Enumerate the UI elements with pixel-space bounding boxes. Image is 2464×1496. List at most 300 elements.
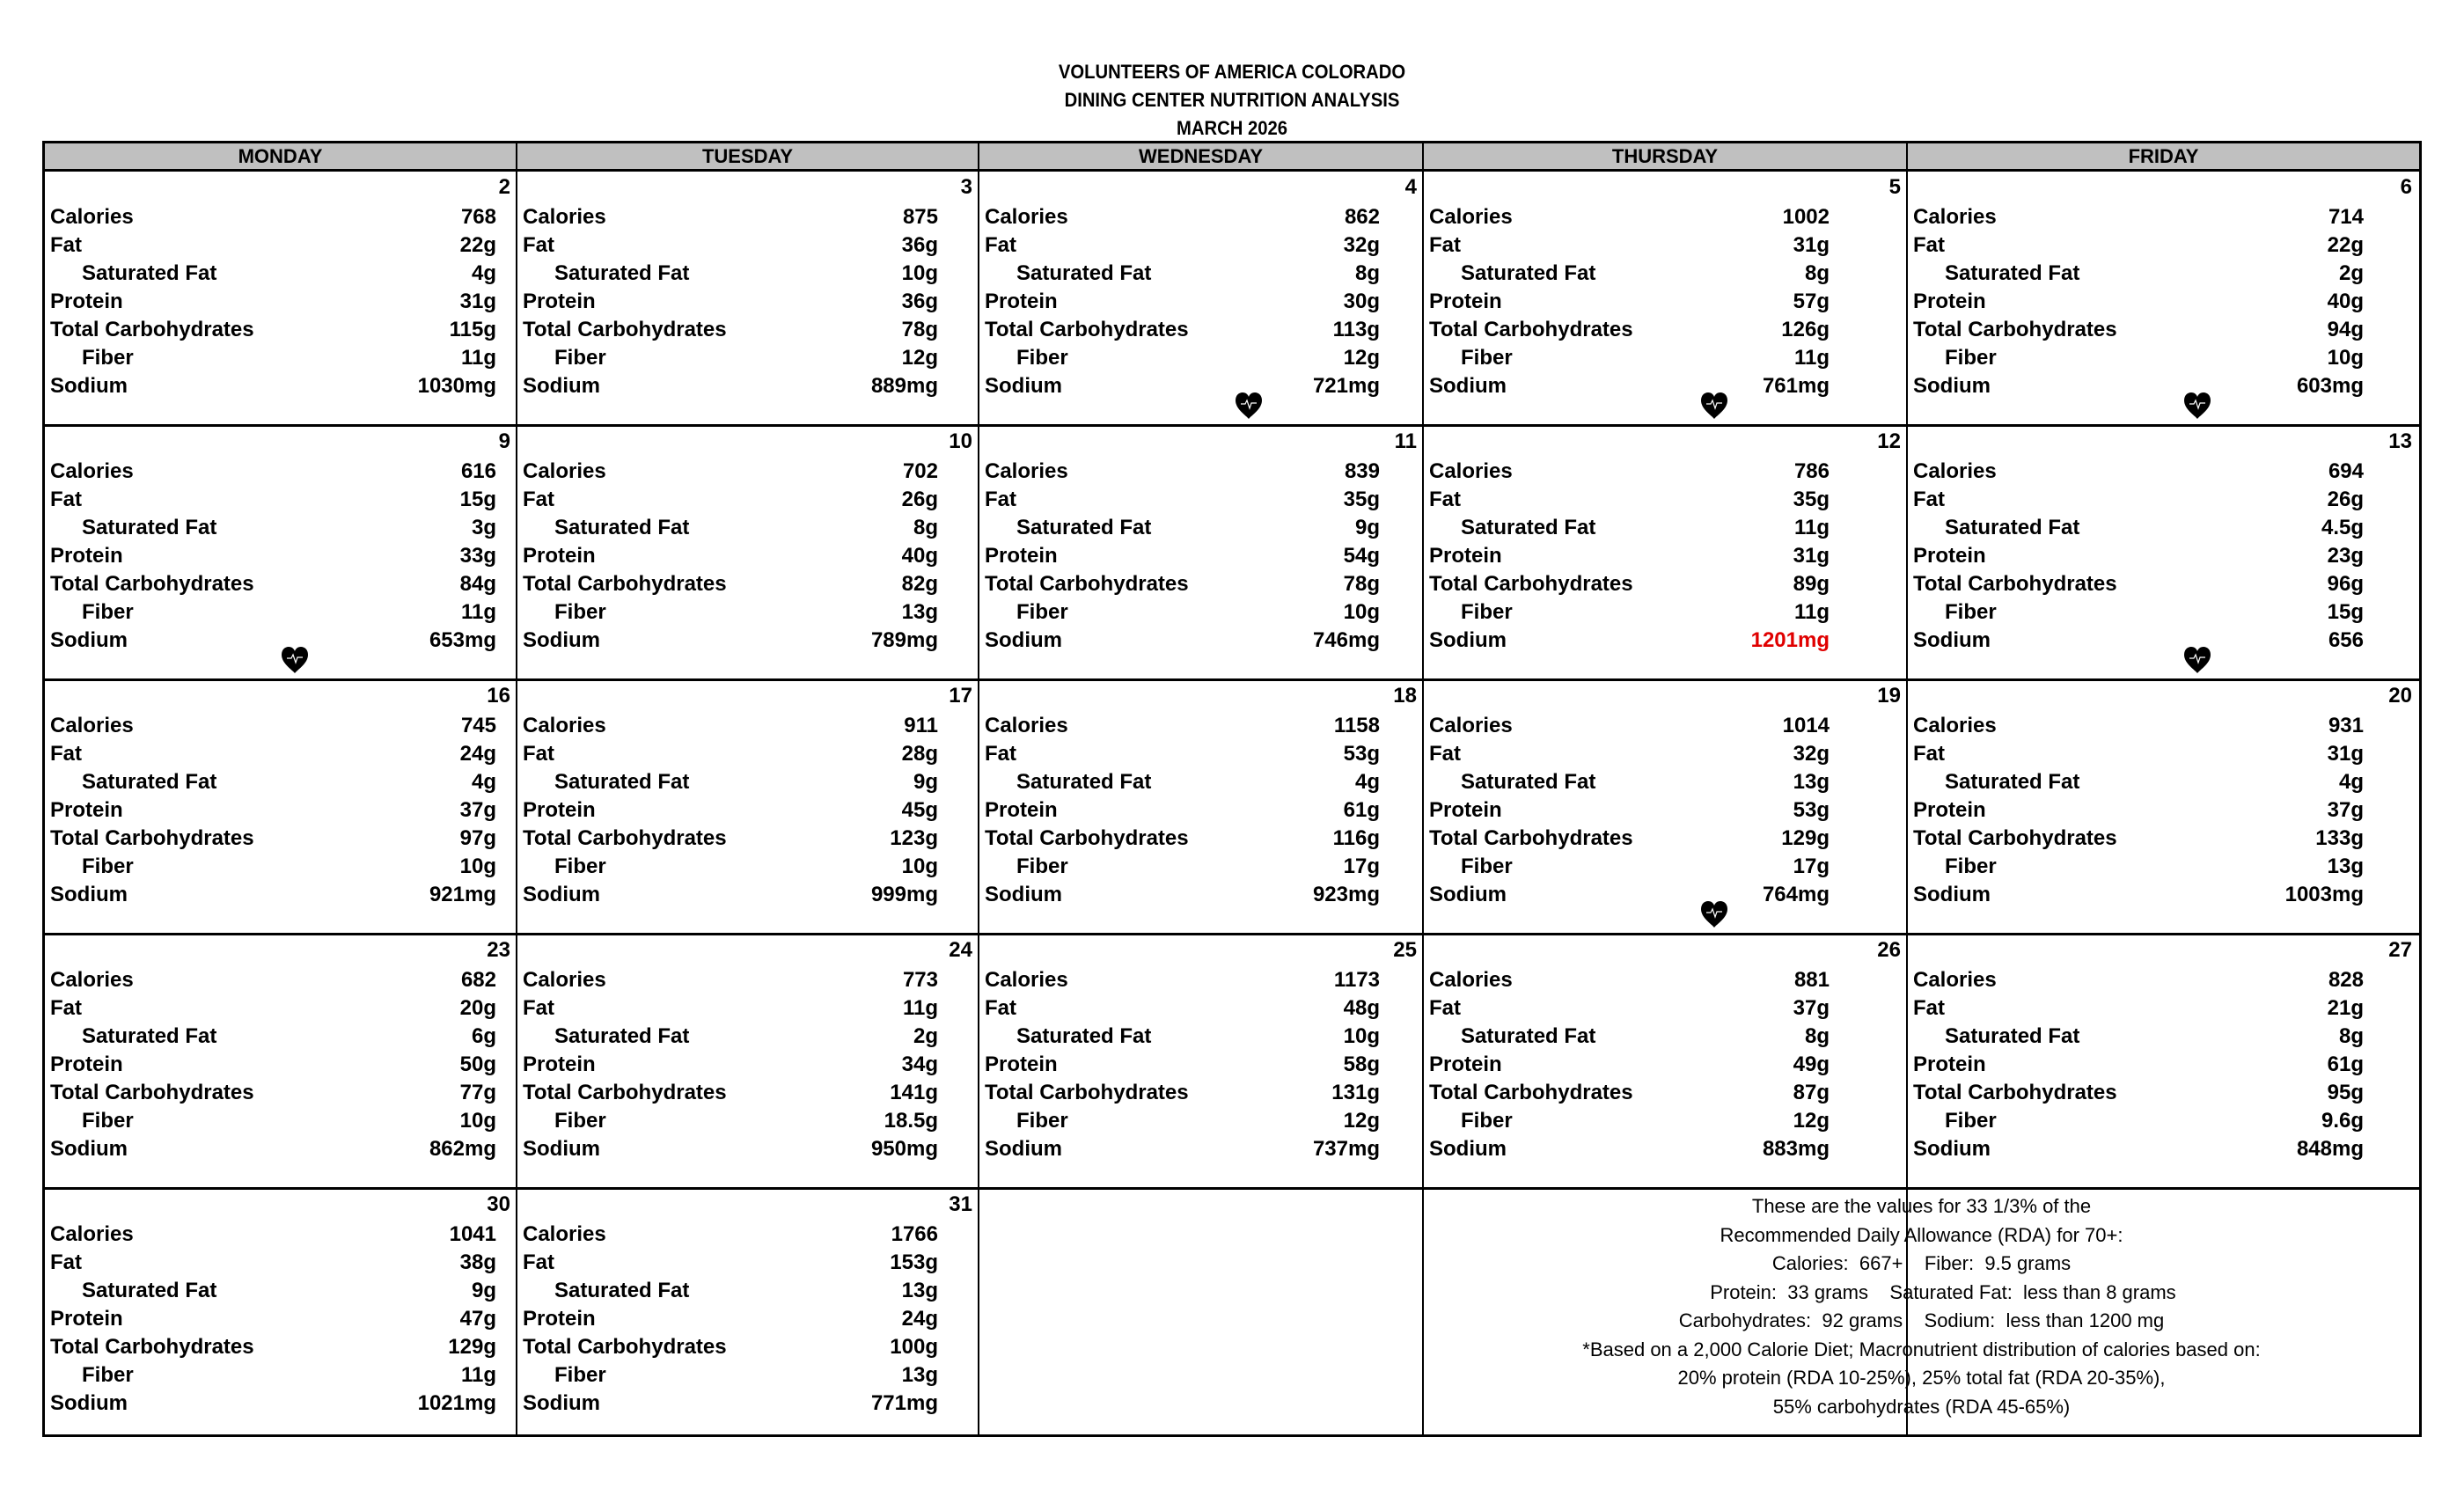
nutrient-value: 1201mg [1750, 628, 1830, 652]
rda-note-line: 20% protein (RDA 10-25%), 25% total fat (RDA 20-35%), [1677, 1367, 2166, 1389]
rda-note-line: Calories: 667+ Fiber: 9.5 grams [1771, 1252, 2072, 1274]
nutrient-label: Protein [50, 544, 123, 568]
organization-title: VOLUNTEERS OF AMERICA COLORADO [1058, 61, 1406, 83]
nutrient-value: 11g [1793, 346, 1830, 370]
day-number: 24 [949, 938, 972, 962]
nutrient-label: Fiber [1945, 600, 1997, 624]
nutrient-value: 768 [460, 205, 496, 229]
nutrient-value: 862mg [429, 1137, 496, 1161]
weekday-header-friday: FRIDAY [2128, 145, 2199, 167]
day-cell-18 [979, 680, 1422, 933]
nutrient-label: Calories [1429, 459, 1513, 483]
nutrient-label: Sodium [1429, 1137, 1507, 1161]
nutrient-value: 694 [2328, 459, 2364, 483]
nutrient-label: Calories [1429, 714, 1513, 737]
nutrient-value: 15g [2327, 600, 2364, 624]
nutrient-value: 95g [2327, 1081, 2364, 1104]
nutrient-label: Calories [50, 968, 134, 992]
nutrient-value: 1030mg [417, 374, 496, 398]
nutrient-label: Total Carbohydrates [1913, 826, 2117, 850]
nutrient-label: Total Carbohydrates [985, 318, 1189, 341]
nutrient-label: Fat [523, 996, 554, 1020]
nutrient-value: 35g [1343, 488, 1380, 511]
nutrient-label: Protein [523, 798, 596, 822]
nutrient-value: 848mg [2296, 1137, 2364, 1161]
nutrient-value: 4g [471, 770, 496, 794]
nutrient-value: 1014 [1782, 714, 1830, 737]
nutrient-value: 129g [1781, 826, 1830, 850]
nutrient-label: Fat [523, 742, 554, 766]
nutrient-label: Fat [985, 488, 1016, 511]
weekday-header-row [45, 143, 2419, 172]
nutrient-label: Fat [523, 488, 554, 511]
day-cell-13 [1908, 426, 2417, 678]
nutrient-value: 133g [2315, 826, 2364, 850]
nutrient-value: 24g [459, 742, 496, 766]
nutrient-value: 82g [901, 572, 938, 596]
nutrient-label: Calories [1429, 968, 1513, 992]
nutrient-value: 58g [1343, 1052, 1380, 1076]
nutrient-label: Fiber [1461, 346, 1513, 370]
nutrient-value: 8g [913, 516, 938, 539]
nutrient-value: 931 [2328, 714, 2364, 737]
nutrient-label: Fiber [1016, 854, 1068, 878]
nutrient-label: Total Carbohydrates [50, 826, 254, 850]
nutrient-value: 2g [913, 1024, 938, 1048]
nutrient-label: Calories [985, 205, 1068, 229]
nutrient-value: 34g [901, 1052, 938, 1076]
nutrient-value: 1003mg [2284, 883, 2364, 906]
nutrient-value: 32g [1793, 742, 1830, 766]
nutrient-value: 999mg [870, 883, 938, 906]
day-cell-6 [1908, 172, 2417, 424]
nutrient-value: 31g [1793, 233, 1830, 257]
day-cell-20 [1908, 680, 2417, 933]
nutrient-label: Saturated Fat [1016, 770, 1152, 794]
nutrient-value: 862 [1344, 205, 1380, 229]
nutrient-label: Calories [50, 459, 134, 483]
heart-healthy-icon [2182, 392, 2212, 420]
nutrient-label: Fiber [1945, 854, 1997, 878]
nutrient-value: 764mg [1762, 883, 1830, 906]
nutrient-value: 24g [901, 1307, 938, 1331]
nutrient-label: Sodium [523, 1137, 600, 1161]
nutrient-label: Total Carbohydrates [523, 572, 727, 596]
nutrient-value: 36g [901, 290, 938, 313]
day-number: 26 [1877, 938, 1901, 962]
day-number: 23 [487, 938, 510, 962]
day-cell-3 [517, 172, 978, 424]
nutrient-value: 9g [1354, 516, 1380, 539]
nutrient-label: Fat [523, 233, 554, 257]
nutrient-value: 11g [902, 996, 938, 1020]
nutrient-value: 61g [1343, 798, 1380, 822]
nutrient-label: Sodium [50, 374, 128, 398]
nutrient-value: 9.6g [2321, 1109, 2364, 1133]
day-cell-2 [45, 172, 516, 424]
nutrient-label: Protein [50, 1052, 123, 1076]
nutrient-value: 49g [1793, 1052, 1830, 1076]
nutrient-value: 36g [901, 233, 938, 257]
day-number: 10 [949, 429, 972, 453]
nutrient-value: 4g [2338, 770, 2364, 794]
nutrient-label: Protein [523, 1307, 596, 1331]
day-cell-9 [45, 426, 516, 678]
nutrient-label: Calories [985, 714, 1068, 737]
nutrient-label: Total Carbohydrates [1429, 826, 1633, 850]
day-cell-26 [1424, 935, 1906, 1187]
nutrient-value: 1002 [1782, 205, 1830, 229]
nutrient-label: Calories [985, 459, 1068, 483]
heart-healthy-icon [2182, 646, 2212, 674]
nutrient-label: Protein [1913, 290, 1986, 313]
nutrient-value: 6g [471, 1024, 496, 1048]
nutrient-value: 881 [1793, 968, 1830, 992]
nutrient-value: 923mg [1312, 883, 1380, 906]
nutrient-label: Total Carbohydrates [1429, 572, 1633, 596]
nutrient-value: 1158 [1333, 714, 1380, 737]
nutrient-value: 17g [1793, 854, 1830, 878]
nutrient-label: Calories [523, 459, 606, 483]
nutrient-value: 11g [1793, 516, 1830, 539]
nutrient-label: Total Carbohydrates [985, 572, 1189, 596]
nutrient-value: 656 [2328, 628, 2364, 652]
nutrient-value: 12g [1343, 346, 1380, 370]
nutrient-value: 1173 [1333, 968, 1380, 992]
nutrient-value: 786 [1793, 459, 1830, 483]
report-title: DINING CENTER NUTRITION ANALYSIS [1064, 89, 1400, 111]
nutrient-value: 10g [1343, 600, 1380, 624]
nutrient-value: 45g [901, 798, 938, 822]
nutrient-label: Fat [50, 996, 82, 1020]
nutrient-value: 10g [2327, 346, 2364, 370]
nutrient-label: Calories [50, 714, 134, 737]
nutrient-value: 78g [1343, 572, 1380, 596]
nutrient-label: Saturated Fat [82, 261, 217, 285]
nutrient-label: Fiber [554, 1109, 606, 1133]
nutrient-label: Fiber [1016, 1109, 1068, 1133]
nutrient-label: Protein [523, 544, 596, 568]
nutrient-value: 48g [1343, 996, 1380, 1020]
nutrient-label: Protein [985, 798, 1058, 822]
day-cell-16 [45, 680, 516, 933]
nutrient-value: 10g [1343, 1024, 1380, 1048]
nutrient-value: 33g [459, 544, 496, 568]
day-number: 6 [2400, 175, 2412, 199]
day-cell-27 [1908, 935, 2417, 1187]
day-cell-31 [517, 1189, 978, 1433]
nutrient-value: 4g [1354, 770, 1380, 794]
nutrient-label: Fat [50, 742, 82, 766]
nutrient-value: 745 [460, 714, 496, 737]
nutrient-value: 12g [1793, 1109, 1830, 1133]
day-cell-25 [979, 935, 1422, 1187]
nutrient-label: Protein [1429, 798, 1502, 822]
nutrient-value: 57g [1793, 290, 1830, 313]
nutrient-label: Total Carbohydrates [985, 826, 1189, 850]
nutrient-value: 123g [890, 826, 938, 850]
heart-healthy-icon [1234, 392, 1264, 420]
nutrient-label: Fiber [1461, 600, 1513, 624]
nutrient-value: 77g [459, 1081, 496, 1104]
nutrient-value: 4g [471, 261, 496, 285]
nutrient-label: Total Carbohydrates [50, 318, 254, 341]
nutrient-label: Saturated Fat [554, 261, 690, 285]
nutrient-label: Saturated Fat [554, 516, 690, 539]
nutrient-label: Calories [50, 1222, 134, 1246]
nutrient-label: Sodium [985, 1137, 1062, 1161]
nutrient-label: Saturated Fat [82, 516, 217, 539]
nutrient-label: Protein [50, 798, 123, 822]
nutrient-label: Sodium [1913, 374, 1991, 398]
day-number: 9 [498, 429, 510, 453]
day-number: 2 [498, 175, 510, 199]
day-number: 25 [1393, 938, 1417, 962]
nutrient-value: 771mg [870, 1391, 938, 1415]
nutrient-label: Fiber [554, 854, 606, 878]
rda-note-line: These are the values for 33 1/3% of the [1751, 1195, 2092, 1217]
nutrient-value: 15g [459, 488, 496, 511]
nutrient-label: Fat [1429, 233, 1461, 257]
nutrient-value: 32g [1343, 233, 1380, 257]
day-cell-5 [1424, 172, 1906, 424]
nutrient-label: Sodium [1429, 628, 1507, 652]
nutrient-value: 97g [459, 826, 496, 850]
nutrient-label: Calories [985, 968, 1068, 992]
nutrient-label: Sodium [1913, 628, 1991, 652]
nutrient-label: Fiber [1461, 854, 1513, 878]
nutrient-label: Calories [1913, 968, 1997, 992]
day-cell-19 [1424, 680, 1906, 933]
nutrient-value: 11g [460, 600, 496, 624]
nutrient-value: 31g [459, 290, 496, 313]
nutrient-value: 950mg [870, 1137, 938, 1161]
nutrient-value: 94g [2327, 318, 2364, 341]
nutrient-label: Saturated Fat [1945, 516, 2080, 539]
nutrient-label: Total Carbohydrates [50, 1335, 254, 1359]
nutrient-label: Calories [1913, 459, 1997, 483]
nutrient-value: 653mg [429, 628, 496, 652]
nutrient-label: Protein [1913, 544, 1986, 568]
heart-healthy-icon [1699, 392, 1729, 420]
nutrient-label: Fat [50, 233, 82, 257]
nutrient-label: Saturated Fat [554, 770, 690, 794]
day-number: 18 [1393, 684, 1417, 708]
nutrient-label: Sodium [523, 883, 600, 906]
nutrient-label: Fiber [554, 346, 606, 370]
weekday-header-monday: MONDAY [238, 145, 323, 167]
nutrient-value: 3g [471, 516, 496, 539]
heart-healthy-icon [280, 646, 310, 674]
nutrient-value: 40g [2327, 290, 2364, 313]
weekday-header-tuesday: TUESDAY [701, 145, 794, 167]
nutrient-label: Total Carbohydrates [50, 572, 254, 596]
nutrient-label: Fat [1429, 488, 1461, 511]
nutrient-label: Calories [50, 205, 134, 229]
nutrient-value: 21g [2327, 996, 2364, 1020]
nutrient-value: 13g [901, 1363, 938, 1387]
heart-healthy-icon [1699, 900, 1729, 928]
nutrient-value: 116g [1332, 826, 1380, 850]
day-number: 11 [1394, 429, 1417, 453]
nutrient-label: Saturated Fat [1016, 1024, 1152, 1048]
weekday-header-wednesday: WEDNESDAY [1139, 145, 1263, 167]
nutrient-label: Total Carbohydrates [1429, 318, 1633, 341]
rda-note-line: *Based on a 2,000 Calorie Diet; Macronutrient distribution of calories based on: [1582, 1338, 2261, 1360]
nutrient-label: Protein [50, 1307, 123, 1331]
nutrient-label: Protein [523, 1052, 596, 1076]
nutrient-label: Protein [985, 290, 1058, 313]
nutrient-value: 126g [1781, 318, 1830, 341]
nutrient-label: Fat [1429, 742, 1461, 766]
nutrient-value: 40g [901, 544, 938, 568]
nutrient-label: Protein [1429, 1052, 1502, 1076]
nutrient-label: Calories [1913, 205, 1997, 229]
nutrient-label: Sodium [1913, 883, 1991, 906]
nutrient-label: Fat [985, 996, 1016, 1020]
nutrient-value: 11g [460, 346, 496, 370]
weekday-header-thursday: THURSDAY [1611, 145, 1719, 167]
nutrient-label: Fiber [82, 346, 134, 370]
nutrient-label: Sodium [50, 1137, 128, 1161]
nutrient-value: 10g [459, 854, 496, 878]
nutrient-label: Fiber [1945, 1109, 1997, 1133]
nutrient-label: Fat [1913, 996, 1945, 1020]
nutrient-value: 10g [901, 854, 938, 878]
nutrient-value: 129g [448, 1335, 496, 1359]
day-number: 17 [949, 684, 972, 708]
nutrient-label: Fiber [82, 854, 134, 878]
nutrient-label: Fiber [1016, 346, 1068, 370]
nutrient-value: 911 [904, 714, 938, 737]
nutrient-value: 96g [2327, 572, 2364, 596]
nutrient-value: 1021mg [417, 1391, 496, 1415]
nutrient-label: Fiber [554, 1363, 606, 1387]
nutrient-label: Fiber [82, 1109, 134, 1133]
day-number: 3 [960, 175, 972, 199]
nutrient-label: Fiber [1461, 1109, 1513, 1133]
nutrient-label: Sodium [1913, 1137, 1991, 1161]
nutrient-label: Saturated Fat [82, 1024, 217, 1048]
nutrient-value: 61g [2327, 1052, 2364, 1076]
nutrient-label: Calories [523, 968, 606, 992]
nutrient-value: 714 [2328, 205, 2364, 229]
document-title [0, 58, 2464, 143]
nutrient-label: Sodium [50, 1391, 128, 1415]
nutrient-label: Protein [985, 1052, 1058, 1076]
nutrient-value: 23g [2327, 544, 2364, 568]
nutrient-value: 53g [1343, 742, 1380, 766]
nutrient-value: 30g [1343, 290, 1380, 313]
nutrient-label: Total Carbohydrates [523, 1081, 727, 1104]
nutrient-label: Sodium [985, 374, 1062, 398]
nutrient-value: 13g [1793, 770, 1830, 794]
day-cell-12 [1424, 426, 1906, 678]
nutrient-label: Protein [1913, 1052, 1986, 1076]
nutrient-label: Sodium [1429, 883, 1507, 906]
nutrient-label: Total Carbohydrates [523, 826, 727, 850]
nutrient-label: Fat [1429, 996, 1461, 1020]
nutrient-value: 2g [2338, 261, 2364, 285]
nutrient-value: 828 [2328, 968, 2364, 992]
nutrient-label: Fiber [82, 1363, 134, 1387]
nutrient-value: 8g [1354, 261, 1380, 285]
nutrient-label: Calories [523, 1222, 606, 1246]
nutrient-label: Sodium [523, 374, 600, 398]
nutrient-label: Fat [1913, 742, 1945, 766]
nutrient-label: Saturated Fat [1016, 261, 1152, 285]
day-number: 16 [487, 684, 510, 708]
nutrient-value: 8g [2338, 1024, 2364, 1048]
nutrient-value: 87g [1793, 1081, 1830, 1104]
nutrient-value: 12g [1343, 1109, 1380, 1133]
nutrient-value: 773 [902, 968, 938, 992]
nutrient-value: 53g [1793, 798, 1830, 822]
nutrient-value: 1041 [449, 1222, 496, 1246]
nutrient-value: 22g [459, 233, 496, 257]
nutrient-value: 26g [901, 488, 938, 511]
nutrient-value: 12g [901, 346, 938, 370]
nutrient-value: 10g [901, 261, 938, 285]
nutrient-value: 8g [1804, 1024, 1830, 1048]
nutrient-value: 37g [1793, 996, 1830, 1020]
nutrient-label: Calories [523, 205, 606, 229]
nutrient-value: 11g [1793, 600, 1830, 624]
nutrient-label: Fat [523, 1250, 554, 1274]
nutrient-label: Fat [985, 742, 1016, 766]
nutrient-label: Fiber [1945, 346, 1997, 370]
nutrient-value: 761mg [1762, 374, 1830, 398]
day-number: 5 [1888, 175, 1901, 199]
nutrient-label: Fat [1913, 488, 1945, 511]
nutrient-value: 1766 [891, 1222, 938, 1246]
nutrient-value: 31g [1793, 544, 1830, 568]
nutrient-value: 603mg [2296, 374, 2364, 398]
nutrient-label: Fiber [82, 600, 134, 624]
nutrient-value: 13g [901, 1279, 938, 1302]
nutrient-value: 746mg [1312, 628, 1380, 652]
nutrient-label: Calories [1429, 205, 1513, 229]
nutrient-label: Saturated Fat [1461, 261, 1596, 285]
nutrient-label: Protein [1429, 544, 1502, 568]
nutrient-value: 113g [1332, 318, 1380, 341]
nutrient-label: Sodium [523, 628, 600, 652]
rda-note [1424, 1192, 2419, 1421]
nutrient-value: 37g [2327, 798, 2364, 822]
nutrient-label: Saturated Fat [554, 1279, 690, 1302]
nutrient-label: Saturated Fat [1945, 770, 2080, 794]
nutrient-label: Sodium [50, 628, 128, 652]
day-number: 12 [1877, 429, 1901, 453]
day-number: 27 [2388, 938, 2412, 962]
day-number: 13 [2388, 429, 2412, 453]
nutrient-label: Saturated Fat [1016, 516, 1152, 539]
nutrient-value: 789mg [870, 628, 938, 652]
nutrient-label: Fat [50, 488, 82, 511]
nutrient-value: 883mg [1762, 1137, 1830, 1161]
nutrient-value: 20g [459, 996, 496, 1020]
nutrient-value: 702 [902, 459, 938, 483]
nutrient-value: 100g [890, 1335, 938, 1359]
nutrient-label: Sodium [985, 883, 1062, 906]
nutrient-value: 26g [2327, 488, 2364, 511]
nutrient-label: Total Carbohydrates [50, 1081, 254, 1104]
nutrient-label: Saturated Fat [554, 1024, 690, 1048]
nutrient-label: Sodium [523, 1391, 600, 1415]
nutrient-value: 875 [902, 205, 938, 229]
nutrient-label: Protein [50, 290, 123, 313]
nutrient-value: 115g [449, 318, 496, 341]
